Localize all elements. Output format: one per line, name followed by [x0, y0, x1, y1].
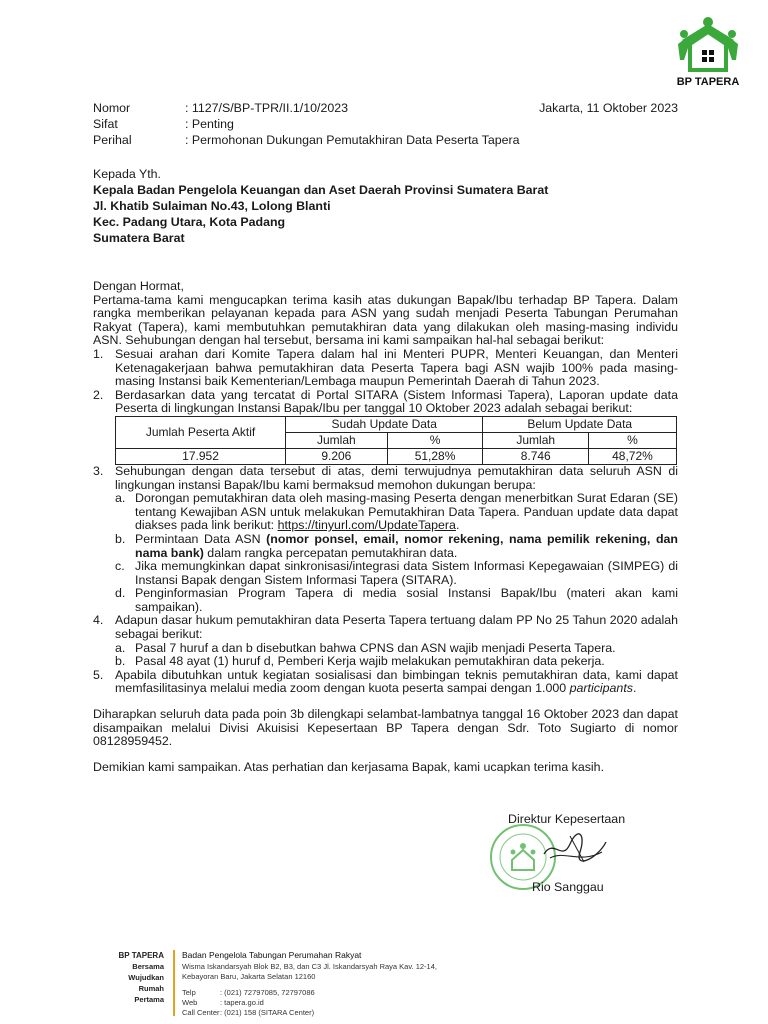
letter-date: Jakarta, 11 Oktober 2023 — [539, 101, 678, 115]
sifat-value: : Penting — [185, 117, 234, 131]
list-item-3a-end: . — [455, 518, 460, 533]
web-value: : tapera.go.id — [220, 998, 264, 1007]
closing-paragraph-2: Demikian kami sampaikan. Atas perhatian dan kerjasama Bapak, kami ucapkan terima kasih. — [93, 759, 605, 774]
header-updated: Sudah Update Data — [286, 416, 483, 432]
header-total-participants: Jumlah Peserta Aktif — [116, 416, 286, 448]
recipient-line-4: Sumatera Barat — [93, 231, 185, 245]
list-item-3b-end: dalam rangka percepatan pemutakhiran data. — [203, 545, 458, 560]
telp-value: : (021) 72797085, 72797086 — [220, 988, 315, 997]
list-item-3d-text: Penginformasian Program Tapera di media sosial Instansi Bapak/Ibu (materi akan kami sampaikan). — [135, 586, 678, 614]
sifat-label: Sifat — [93, 117, 118, 131]
closing-paragraph-1: Diharapkan seluruh data pada poin 3b dilengkapi selambat-lambatnya tanggal 16 Oktober 2023 dan dapat disampaikan melalui Divisi Akuisisi Kepesertaan BP Tapera dengan Sdr. Toto Sugiarto di nomor 08128959452. — [93, 707, 678, 749]
list-item-3b-bold: (nomor ponsel, email, nomor rekening, nama pemilik rekening, dan nama bank) — [135, 531, 678, 560]
signatory-name: Rio Sanggau — [532, 880, 604, 894]
web-label: Web — [182, 998, 198, 1007]
footer-divider — [173, 950, 175, 1016]
meta-sifat-row — [93, 116, 683, 132]
cell-not-updated-count: 8.746 — [483, 448, 589, 464]
telp-label: Telp — [182, 988, 196, 997]
list-item-3a-text: Dorongan pemutakhiran data oleh masing-masing Peserta dengan menerbitkan Surat Edaran (SE) tentang Kewajiban ASN untuk melakukan Pemutakhiran Data Tapera. Panduan update data dapat diakses pada link berikut: — [135, 491, 678, 533]
list-item-3-text: Sehubungan dengan data tersebut di atas, demi terwujudnya pemutakhiran data seluruh ASN di lingkungan instansi Bapak/Ibu kami bermaksud memohon dukungan berupa: — [115, 463, 678, 492]
recipient-line-3: Kec. Padang Utara, Kota Padang — [93, 215, 286, 229]
list-item-4b-text: Pasal 48 ayat (1) huruf d, Pemberi Kerja wajib melakukan pemutakhiran data pekerja. — [135, 654, 605, 669]
cell-not-updated-pct: 48,72% — [588, 448, 676, 464]
nomor-value: : 1127/S/BP-TPR/II.1/10/2023 — [185, 101, 349, 115]
logo-brand-name: BP TAPERA — [676, 76, 740, 88]
recipient-salutation: Kepada Yth. — [93, 167, 161, 181]
footer-tagline-2: Wujudkan — [128, 973, 164, 982]
footer-org-name: Badan Pengelola Tabungan Perumahan Rakyat — [182, 950, 362, 960]
list-item-4a-text: Pasal 7 huruf a dan b disebutkan bahwa CPNS dan ASN wajib menjadi Peserta Tapera. — [135, 640, 616, 655]
list-item-3c-text: Jika memungkinkan dapat sinkronisasi/integrasi data Sistem Informasi Kepegawaian (SIMPEG) di Instansi Bapak dengan Sistem Informasi Tapera (SITARA). — [135, 559, 678, 587]
perihal-value: : Permohonan Dukungan Pemutakhiran Data Peserta Tapera — [185, 133, 520, 147]
letter-meta — [93, 100, 683, 148]
header-not-updated-count: Jumlah — [483, 432, 589, 448]
signature-block — [508, 812, 678, 894]
meta-nomor-row — [93, 100, 683, 116]
callcenter-label: Call Center — [182, 1008, 220, 1017]
list-item-3b: b. Permintaan Data ASN (nomor ponsel, email, nomor rekening, nama pemilik rekening, dan nama bank) dalam rangka percepatan pemutakhiran data. — [115, 531, 678, 560]
meta-perihal-row — [93, 132, 683, 148]
list-item-5-text: Apabila dibutuhkan untuk kegiatan sosialisasi dan bimbingan teknis pemutakhiran data, kami dapat memfasilitasinya melalui media zoom dengan kuota peserta sampai dengan 1.000 — [115, 667, 678, 696]
cell-updated-pct: 51,28% — [387, 448, 483, 464]
footer-address-2: Kebayoran Baru, Jakarta Selatan 12160 — [182, 972, 316, 981]
list-item-4a: a. Pasal 7 huruf a dan b disebutkan bahwa CPNS dan ASN wajib menjadi Peserta Tapera. — [115, 640, 616, 655]
footer-tagline-1: Bersama — [132, 962, 164, 971]
list-item-2-text: Berdasarkan data yang tercatat di Portal SITARA (Sistem Informasi Tapera), Laporan update data Peserta di lingkungan Instansi Bapak/Ibu per tanggal 10 Oktober 2023 adalah sebagai berikut: — [115, 387, 678, 416]
list-item-3b-text: Permintaan Data ASN — [135, 531, 267, 546]
list-item-4-text: Adapun dasar hukum pemutakhiran data Peserta Tapera tertuang dalam PP No 25 Tahun 2020 adalah sebagai berikut: — [115, 613, 678, 642]
callcenter-value: : (021) 158 (SITARA Center) — [220, 1008, 315, 1017]
table-row — [116, 448, 677, 464]
list-item-1: 1. Sesuai arahan dari Komite Tapera dalam hal ini Menteri PUPR, Menteri Keuangan, dan Menteri Ketenagakerjaan bahwa pemutakhiran data Peserta Tapera bagi ASN wajib 100% pada masing-masing Instansi baik Kementerian/Lembaga maupun Pemerintah Daerah di Tahun 2023. — [93, 346, 678, 389]
list-item-3: 3. Sehubungan dengan data tersebut di atas, demi terwujudnya pemutakhiran data seluruh ASN di lingkungan instansi Bapak/Ibu kami bermaksud memohon dukungan berupa: a. Dorongan pemutakhiran data oleh masing-masing Peserta dengan menerbitkan Surat Edaran (SE) tentang Kewajiban ASN untuk melakukan Pemutakhiran Data Tapera. Panduan update data dapat diakses pada link berikut: https://tinyurl.com/UpdateTapera. b. Permintaan Data ASN (nomor ponsel, email, nomor rekening, nama pemilik rekening, dan nama bank) dalam rangka percepatan pemutakhiran data. c. Jika memungkinkan dapat sinkronisasi/integrasi data Sistem Informasi Kepegawaian (SIMPEG) di Instansi Bapak dengan Sistem Informasi Tapera (SITARA). d. Penginformasian Program Tapera di media sosial Instansi Bapak/Ibu (materi akan kami sampaikan). — [93, 463, 678, 614]
list-item-3c: c. Jika memungkinkan dapat sinkronisasi/integrasi data Sistem Informasi Kepegawaian (SIMPEG) di Instansi Bapak dengan Sistem Informasi Tapera (SITARA). — [115, 559, 678, 587]
letter-body — [93, 280, 678, 774]
intro-paragraph: Pertama-tama kami mengucapkan terima kasih atas dukungan Bapak/Ibu terhadap BP Tapera. Dalam rangka memberikan pelayanan kepada para ASN yang sudah menjadi Peserta Tabungan Perumahan Rakyat (Tapera), kami membutuhkan pemutakhiran data yang dilakukan oleh masing-masing individu ASN. Sehubungan dengan hal tersebut, bersama ini kami sampaikan hal-hal sebagai berikut: — [93, 292, 678, 348]
greeting: Dengan Hormat, — [93, 279, 184, 293]
perihal-label: Perihal — [93, 133, 132, 147]
footer-contact — [182, 950, 482, 1018]
update-data-table — [115, 416, 677, 465]
cell-updated-count: 9.206 — [286, 448, 388, 464]
list-item-4: 4. Adapun dasar hukum pemutakhiran data Peserta Tapera tertuang dalam PP No 25 Tahun 2020 adalah sebagai berikut: a. Pasal 7 huruf a dan b disebutkan bahwa CPNS dan ASN wajib menjadi Peserta Tapera. b. Pasal 48 ayat (1) huruf d, Pemberi Kerja wajib melakukan pemutakhiran data pekerja. — [93, 613, 678, 669]
list-item-2: 2. Berdasarkan data yang tercatat di Portal SITARA (Sistem Informasi Tapera), Laporan update data Peserta di lingkungan Instansi Bapak/Ibu per tanggal 10 Oktober 2023 adalah sebagai berikut: — [93, 387, 678, 416]
list-item-3a: a. Dorongan pemutakhiran data oleh masing-masing Peserta dengan menerbitkan Surat Edaran (SE) tentang Kewajiban ASN untuk melakukan Pemutakhiran Data Tapera. Panduan update data dapat diakses pada link berikut: https://tinyurl.com/UpdateTapera. — [115, 491, 678, 533]
footer-brand: BP TAPERA — [118, 951, 164, 960]
list-item-5-italic: participants — [569, 681, 633, 696]
header-updated-pct: % — [387, 432, 483, 448]
numbered-list — [93, 348, 678, 416]
list-item-5-end: . — [632, 681, 637, 696]
recipient-line-1: Kepala Badan Pengelola Keuangan dan Aset Daerah Provinsi Sumatera Barat — [93, 183, 549, 197]
numbered-list-continued — [93, 465, 678, 696]
signatory-title: Direktur Kepesertaan — [508, 812, 626, 826]
header-updated-count: Jumlah — [286, 432, 388, 448]
footer-telp-row — [182, 988, 482, 998]
nomor-label: Nomor — [93, 101, 131, 115]
bp-tapera-logo — [672, 14, 744, 92]
recipient-address — [93, 166, 548, 246]
list-item-3d: d. Penginformasian Program Tapera di media sosial Instansi Bapak/Ibu (materi akan kami sampaikan). — [115, 586, 678, 614]
footer-address-1: Wisma Iskandarsyah Blok B2, B3, dan C3 Jl. Iskandarsyah Raya Kav. 12-14, — [182, 962, 437, 971]
footer-tagline-4: Pertama — [134, 995, 164, 1004]
footer-tagline-3: Rumah — [138, 984, 164, 993]
header-not-updated: Belum Update Data — [483, 416, 677, 432]
cell-total: 17.952 — [116, 448, 286, 464]
list-item-5: 5. Apabila dibutuhkan untuk kegiatan sosialisasi dan bimbingan teknis pemutakhiran data, kami dapat memfasilitasinya melalui media zoom dengan kuota peserta sampai dengan 1.000 participants. — [93, 667, 678, 696]
list-item-1-text: Sesuai arahan dari Komite Tapera dalam hal ini Menteri PUPR, Menteri Keuangan, dan Menteri Ketenagakerjaan bahwa pemutakhiran data Peserta Tapera bagi ASN wajib 100% pada masing-masing Instansi baik Kementerian/Lembaga maupun Pemerintah Daerah di Tahun 2023. — [115, 346, 678, 389]
update-guide-link[interactable]: https://tinyurl.com/UpdateTapera — [277, 518, 456, 533]
header-not-updated-pct: % — [588, 432, 676, 448]
list-item-4b: b. Pasal 48 ayat (1) huruf d, Pemberi Kerja wajib melakukan pemutakhiran data pekerja. — [115, 654, 605, 669]
recipient-line-2: Jl. Khatib Sulaiman No.43, Lolong Blanti — [93, 199, 331, 213]
footer-web-row — [182, 998, 482, 1008]
house-people-logo-icon — [672, 14, 744, 76]
footer-callcenter-row — [182, 1008, 482, 1018]
footer-tagline — [112, 950, 164, 1005]
